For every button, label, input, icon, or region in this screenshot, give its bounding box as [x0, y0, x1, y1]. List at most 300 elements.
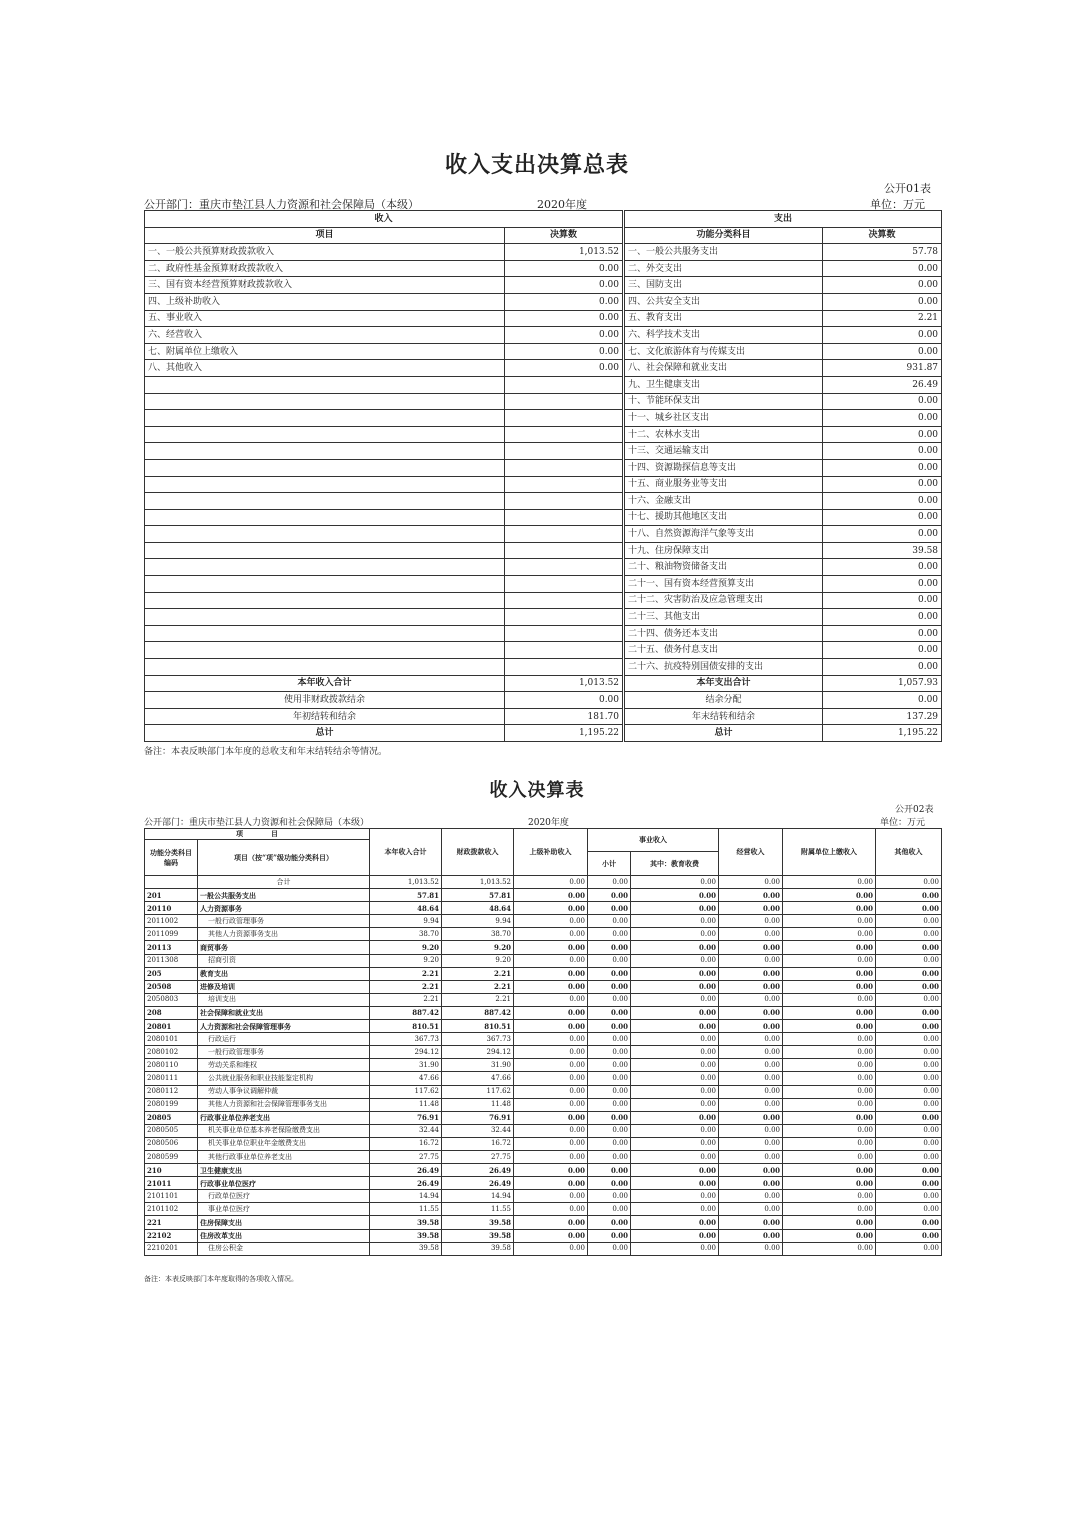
row-value: 0.00	[783, 1072, 876, 1085]
row-value: 0.00	[783, 1020, 876, 1033]
expense-value: 0.00	[823, 493, 942, 510]
row-value: 0.00	[631, 1216, 719, 1229]
row-value: 48.64	[442, 902, 514, 915]
row-value: 0.00	[783, 876, 876, 889]
row-value: 0.00	[514, 928, 588, 941]
expense-label: 四、公共安全支出	[625, 293, 823, 310]
col-amount2-header: 决算数	[823, 227, 942, 244]
row-value: 16.72	[442, 1137, 514, 1150]
row-value: 57.81	[442, 889, 514, 902]
row-value: 0.00	[588, 1190, 631, 1203]
row-value: 0.00	[514, 967, 588, 980]
expense-value: 0.00	[823, 459, 942, 476]
table2-form-no: 公开02表	[895, 805, 934, 815]
expense-label: 十二、农林水支出	[625, 426, 823, 443]
row-value: 1,013.52	[442, 876, 514, 889]
row-value: 0.00	[719, 1177, 783, 1190]
row-value: 0.00	[876, 954, 942, 967]
row-value: 32.44	[370, 1124, 442, 1137]
row-value: 11.55	[442, 1203, 514, 1216]
expense-value: 0.00	[823, 277, 942, 294]
row-value: 0.00	[588, 980, 631, 993]
row-value: 0.00	[631, 980, 719, 993]
row-value: 31.90	[442, 1059, 514, 1072]
expense-label: 十六、金融支出	[625, 493, 823, 510]
row-value: 0.00	[514, 915, 588, 928]
row-name: 行政事业单位养老支出	[198, 1111, 370, 1124]
empty-cell	[505, 393, 623, 410]
row-name: 其他人力资源和社会保障管理事务支出	[198, 1098, 370, 1111]
empty-cell	[145, 459, 505, 476]
hdr-code: 功能分类科目编码	[145, 840, 198, 876]
row-value: 0.00	[588, 915, 631, 928]
row-name: 教育支出	[198, 967, 370, 980]
row-value: 0.00	[514, 993, 588, 1006]
row-value: 0.00	[588, 1137, 631, 1150]
row-value: 0.00	[588, 928, 631, 941]
income-label: 二、政府性基金预算财政拨款收入	[145, 260, 505, 277]
empty-cell	[505, 542, 623, 559]
table-row	[145, 493, 942, 510]
row-value: 0.00	[588, 954, 631, 967]
row-value: 9.94	[370, 915, 442, 928]
row-value: 0.00	[719, 1085, 783, 1098]
row-value: 26.49	[370, 1177, 442, 1190]
row-value: 0.00	[719, 902, 783, 915]
row-value: 0.00	[876, 1164, 942, 1177]
income-label: 四、上级补助收入	[145, 293, 505, 310]
table-row	[145, 526, 942, 543]
row-value: 810.51	[370, 1020, 442, 1033]
row-value: 1,013.52	[370, 876, 442, 889]
table-row	[145, 277, 942, 294]
expense-value: 0.00	[823, 410, 942, 427]
row-value: 294.12	[442, 1046, 514, 1059]
row-name: 行政运行	[198, 1033, 370, 1046]
row-value: 0.00	[514, 1190, 588, 1203]
table-row	[145, 1059, 942, 1072]
row-value: 0.00	[588, 876, 631, 889]
empty-cell	[505, 592, 623, 609]
row-code: 2011099	[145, 928, 198, 941]
income-label: 一、一般公共预算财政拨款收入	[145, 244, 505, 261]
table1-unit: 单位：万元	[870, 198, 925, 211]
income-table	[144, 828, 942, 1256]
empty-cell	[145, 559, 505, 576]
row-value: 887.42	[442, 1006, 514, 1019]
expense-label: 十七、援助其他地区支出	[625, 509, 823, 526]
empty-cell	[505, 493, 623, 510]
row-code: 2080199	[145, 1098, 198, 1111]
row-value: 0.00	[783, 1098, 876, 1111]
row-value: 2.21	[370, 993, 442, 1006]
row-value: 9.94	[442, 915, 514, 928]
row-value: 0.00	[631, 1072, 719, 1085]
row-name: 机关事业单位基本养老保险缴费支出	[198, 1124, 370, 1137]
row-name: 机关事业单位职业年金缴费支出	[198, 1137, 370, 1150]
row-code: 20801	[145, 1020, 198, 1033]
empty-cell	[505, 426, 623, 443]
empty-cell	[145, 376, 505, 393]
summary-income-value: 1,195.22	[505, 725, 623, 742]
empty-cell	[145, 592, 505, 609]
empty-cell	[505, 410, 623, 427]
row-value: 0.00	[876, 967, 942, 980]
hdr-name: 项目（按“项”级功能分类科目）	[198, 840, 370, 876]
row-value: 0.00	[514, 1033, 588, 1046]
table-row	[145, 915, 942, 928]
empty-cell	[505, 625, 623, 642]
summary-row	[145, 725, 942, 742]
row-name: 培训支出	[198, 993, 370, 1006]
row-value: 9.20	[370, 941, 442, 954]
row-value: 0.00	[876, 1085, 942, 1098]
row-value: 0.00	[514, 1137, 588, 1150]
row-value: 0.00	[783, 902, 876, 915]
row-value: 0.00	[631, 1111, 719, 1124]
row-name: 行政单位医疗	[198, 1190, 370, 1203]
expense-label: 十八、自然资源海洋气象等支出	[625, 526, 823, 543]
expense-value: 57.78	[823, 244, 942, 261]
row-value: 0.00	[719, 1111, 783, 1124]
summary-row	[145, 708, 942, 725]
income-label: 五、事业收入	[145, 310, 505, 327]
row-value: 0.00	[783, 1216, 876, 1229]
row-value: 0.00	[631, 1242, 719, 1255]
row-value: 0.00	[783, 915, 876, 928]
expense-value: 2.21	[823, 310, 942, 327]
row-value: 0.00	[631, 1190, 719, 1203]
row-value: 2.21	[442, 967, 514, 980]
row-value: 0.00	[719, 1229, 783, 1242]
row-value: 0.00	[783, 1137, 876, 1150]
row-value: 0.00	[631, 1020, 719, 1033]
row-code: 2080599	[145, 1150, 198, 1163]
row-value: 0.00	[514, 876, 588, 889]
summary-income-label: 年初结转和结余	[145, 708, 505, 725]
row-value: 0.00	[631, 1059, 719, 1072]
table-row	[145, 443, 942, 460]
empty-cell	[145, 393, 505, 410]
row-value: 0.00	[719, 1033, 783, 1046]
row-name: 劳动关系和维权	[198, 1059, 370, 1072]
expense-label: 七、文化旅游体育与传媒支出	[625, 343, 823, 360]
row-value: 39.58	[442, 1242, 514, 1255]
row-value: 0.00	[631, 1137, 719, 1150]
row-value: 0.00	[514, 1177, 588, 1190]
row-code: 208	[145, 1006, 198, 1019]
table-row	[145, 327, 942, 344]
expense-value: 0.00	[823, 426, 942, 443]
row-value: 0.00	[588, 1098, 631, 1111]
row-value: 0.00	[588, 889, 631, 902]
row-value: 57.81	[370, 889, 442, 902]
row-value: 16.72	[370, 1137, 442, 1150]
table-row	[145, 310, 942, 327]
row-value: 0.00	[514, 1098, 588, 1111]
expense-value: 0.00	[823, 659, 942, 676]
empty-cell	[505, 576, 623, 593]
table-row	[145, 1124, 942, 1137]
row-value: 0.00	[719, 1203, 783, 1216]
row-value: 0.00	[719, 1072, 783, 1085]
row-code: 2080112	[145, 1085, 198, 1098]
row-value: 0.00	[876, 980, 942, 993]
table-row	[145, 343, 942, 360]
row-value: 0.00	[783, 1190, 876, 1203]
row-value: 0.00	[783, 1203, 876, 1216]
row-value: 27.75	[370, 1150, 442, 1163]
row-value: 0.00	[783, 1242, 876, 1255]
row-value: 0.00	[588, 1085, 631, 1098]
table-row	[145, 941, 942, 954]
empty-cell	[145, 476, 505, 493]
income-value: 0.00	[505, 277, 623, 294]
row-value: 0.00	[631, 1124, 719, 1137]
income-label: 六、经营收入	[145, 327, 505, 344]
row-value: 38.70	[442, 928, 514, 941]
row-value: 0.00	[876, 1242, 942, 1255]
expense-label: 十五、商业服务业等支出	[625, 476, 823, 493]
income-value: 0.00	[505, 327, 623, 344]
row-value: 76.91	[370, 1111, 442, 1124]
expense-value: 0.00	[823, 625, 942, 642]
row-value: 117.62	[370, 1085, 442, 1098]
table-row	[145, 609, 942, 626]
row-value: 14.94	[442, 1190, 514, 1203]
row-value: 0.00	[514, 954, 588, 967]
income-value: 1,013.52	[505, 244, 623, 261]
row-value: 0.00	[719, 1150, 783, 1163]
row-value: 11.48	[370, 1098, 442, 1111]
row-value: 0.00	[631, 941, 719, 954]
hdr-total: 本年收入合计	[370, 829, 442, 876]
row-value: 39.58	[442, 1216, 514, 1229]
empty-cell	[145, 659, 505, 676]
row-value: 0.00	[783, 889, 876, 902]
row-value: 0.00	[631, 967, 719, 980]
row-value: 11.48	[442, 1098, 514, 1111]
table-row	[145, 576, 942, 593]
row-value: 0.00	[514, 1164, 588, 1177]
row-code: 205	[145, 967, 198, 980]
row-value: 27.75	[442, 1150, 514, 1163]
income-expense-summary-table	[144, 210, 942, 742]
hdr-edu: 其中：教育收费	[631, 852, 719, 876]
row-name: 招商引资	[198, 954, 370, 967]
expense-label: 十四、资源勘探信息等支出	[625, 459, 823, 476]
table-row	[145, 542, 942, 559]
table-row	[145, 1046, 942, 1059]
row-value: 0.00	[588, 1203, 631, 1216]
expense-value: 0.00	[823, 476, 942, 493]
row-name: 社会保障和就业支出	[198, 1006, 370, 1019]
row-value: 0.00	[588, 1072, 631, 1085]
row-name: 一般公共服务支出	[198, 889, 370, 902]
income-value: 0.00	[505, 260, 623, 277]
row-name: 其他行政事业单位养老支出	[198, 1150, 370, 1163]
row-value: 810.51	[442, 1020, 514, 1033]
row-value: 9.20	[370, 954, 442, 967]
table-row	[145, 1177, 942, 1190]
row-name: 一般行政管理事务	[198, 1046, 370, 1059]
row-value: 0.00	[876, 993, 942, 1006]
table-row	[145, 1137, 942, 1150]
row-value: 76.91	[442, 1111, 514, 1124]
empty-cell	[505, 609, 623, 626]
expense-label: 二十三、其他支出	[625, 609, 823, 626]
row-value: 0.00	[514, 902, 588, 915]
row-code: 221	[145, 1216, 198, 1229]
row-value: 0.00	[631, 902, 719, 915]
row-code: 2101101	[145, 1190, 198, 1203]
empty-cell	[145, 625, 505, 642]
row-name: 行政事业单位医疗	[198, 1177, 370, 1190]
row-code: 2011308	[145, 954, 198, 967]
row-code: 2080506	[145, 1137, 198, 1150]
expense-value: 39.58	[823, 542, 942, 559]
summary-expense-value: 1,057.93	[823, 675, 942, 692]
empty-cell	[505, 526, 623, 543]
table-row	[145, 625, 942, 642]
empty-cell	[505, 659, 623, 676]
row-value: 0.00	[631, 1229, 719, 1242]
row-value: 0.00	[588, 902, 631, 915]
row-value: 0.00	[783, 1046, 876, 1059]
row-value: 0.00	[588, 1164, 631, 1177]
row-value: 2.21	[442, 980, 514, 993]
row-value: 39.58	[370, 1229, 442, 1242]
table-row	[145, 260, 942, 277]
table-row	[145, 592, 942, 609]
row-value: 0.00	[588, 1229, 631, 1242]
hdr-fiscal: 财政拨款收入	[442, 829, 514, 876]
summary-expense-value: 0.00	[823, 692, 942, 709]
expense-label: 三、国防支出	[625, 277, 823, 294]
summary-expense-label: 结余分配	[625, 692, 823, 709]
row-name: 进修及培训	[198, 980, 370, 993]
income-value: 0.00	[505, 360, 623, 377]
row-value: 31.90	[370, 1059, 442, 1072]
summary-income-label: 总计	[145, 725, 505, 742]
row-value: 0.00	[876, 1033, 942, 1046]
expense-value: 0.00	[823, 559, 942, 576]
row-value: 38.70	[370, 928, 442, 941]
row-value: 0.00	[876, 876, 942, 889]
empty-cell	[145, 426, 505, 443]
row-value: 0.00	[719, 1216, 783, 1229]
table-row	[145, 993, 942, 1006]
row-value: 0.00	[631, 1098, 719, 1111]
income-header: 收入	[145, 211, 623, 228]
table-row	[145, 1006, 942, 1019]
income-label: 八、其他收入	[145, 360, 505, 377]
row-name: 住房公积金	[198, 1242, 370, 1255]
table-row	[145, 1164, 942, 1177]
income-value: 0.00	[505, 310, 623, 327]
row-code: 20113	[145, 941, 198, 954]
row-value: 0.00	[783, 980, 876, 993]
row-code: 2210201	[145, 1242, 198, 1255]
table-row	[145, 360, 942, 377]
table-row	[145, 876, 942, 889]
row-value: 367.73	[370, 1033, 442, 1046]
row-value: 47.66	[370, 1072, 442, 1085]
row-value: 0.00	[514, 889, 588, 902]
expense-value: 0.00	[823, 393, 942, 410]
row-value: 26.49	[442, 1164, 514, 1177]
row-value: 0.00	[514, 1059, 588, 1072]
table-row	[145, 426, 942, 443]
table-row	[145, 967, 942, 980]
expense-label: 二十二、灾害防治及应急管理支出	[625, 592, 823, 609]
expense-value: 0.00	[823, 592, 942, 609]
row-code: 2080102	[145, 1046, 198, 1059]
table-row	[145, 1150, 942, 1163]
table-row	[145, 559, 942, 576]
row-value: 0.00	[588, 1059, 631, 1072]
row-value: 0.00	[719, 1190, 783, 1203]
expense-label: 九、卫生健康支出	[625, 376, 823, 393]
table1-year: 2020年度	[537, 198, 587, 211]
hdr-operate: 经营收入	[719, 829, 783, 876]
empty-cell	[145, 642, 505, 659]
row-name: 商贸事务	[198, 941, 370, 954]
row-value: 0.00	[876, 1124, 942, 1137]
row-value: 0.00	[588, 1111, 631, 1124]
empty-cell	[505, 642, 623, 659]
row-name: 其他人力资源事务支出	[198, 928, 370, 941]
table-row	[145, 1085, 942, 1098]
row-value: 0.00	[783, 1033, 876, 1046]
expense-label: 十九、住房保障支出	[625, 542, 823, 559]
empty-cell	[145, 410, 505, 427]
row-code: 20508	[145, 980, 198, 993]
expense-value: 0.00	[823, 526, 942, 543]
row-value: 0.00	[631, 1150, 719, 1163]
row-code: 2050803	[145, 993, 198, 1006]
table1-dept: 公开部门：重庆市垫江县人力资源和社会保障局（本级）	[144, 198, 419, 211]
table-row	[145, 902, 942, 915]
expense-value: 0.00	[823, 260, 942, 277]
table-row	[145, 1190, 942, 1203]
row-value: 0.00	[719, 993, 783, 1006]
row-value: 2.21	[370, 980, 442, 993]
row-value: 0.00	[876, 1098, 942, 1111]
row-value: 0.00	[876, 902, 942, 915]
hdr-sub: 小计	[588, 852, 631, 876]
row-value: 0.00	[783, 954, 876, 967]
row-value: 0.00	[783, 1124, 876, 1137]
row-value: 0.00	[514, 1046, 588, 1059]
row-value: 0.00	[631, 1164, 719, 1177]
row-value: 0.00	[631, 993, 719, 1006]
row-value: 0.00	[783, 1006, 876, 1019]
empty-cell	[145, 526, 505, 543]
row-value: 0.00	[876, 1203, 942, 1216]
col-item-header: 项目	[145, 227, 505, 244]
summary-expense-value: 137.29	[823, 708, 942, 725]
row-value: 0.00	[719, 967, 783, 980]
hdr-business: 事业收入	[588, 829, 719, 852]
table1-title: 收入支出决算总表	[444, 153, 629, 178]
empty-cell	[505, 509, 623, 526]
row-value: 0.00	[783, 1177, 876, 1190]
row-value: 0.00	[876, 1190, 942, 1203]
row-value: 14.94	[370, 1190, 442, 1203]
income-value: 0.00	[505, 293, 623, 310]
row-value: 0.00	[514, 1242, 588, 1255]
